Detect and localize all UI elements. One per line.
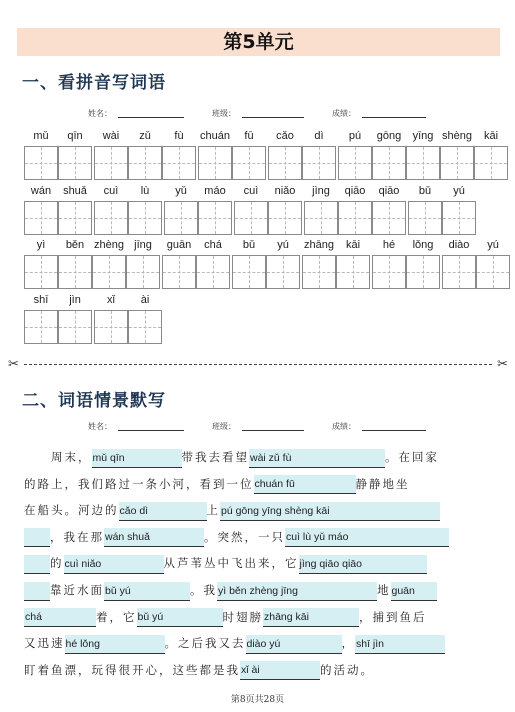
pinyin-syllable: zǔ (139, 130, 151, 142)
pinyin-syllable: jìn (69, 294, 81, 306)
class-label: 班级： (212, 422, 236, 431)
pinyin-syllable: cǎo (276, 130, 294, 142)
writing-cell[interactable] (24, 255, 58, 289)
passage-text: 着，它 (96, 609, 137, 624)
passage-text: 又迅速 (24, 636, 65, 651)
pinyin-syllable: máo (204, 185, 226, 197)
pinyin-syllable: qiāo (378, 185, 400, 197)
writing-cell[interactable] (372, 255, 406, 289)
scissors-right-icon: ✂ (497, 357, 508, 372)
passage-text: 靠近水面 (50, 583, 104, 597)
writing-cell[interactable] (232, 146, 266, 180)
writing-cell[interactable] (442, 255, 476, 289)
pinyin-syllable: wài (102, 130, 120, 142)
passage-line (24, 606, 490, 628)
writing-cell[interactable] (58, 201, 92, 235)
pinyin-syllable: yú (277, 239, 289, 251)
writing-cell[interactable] (58, 146, 92, 180)
answer-blank[interactable] (24, 555, 50, 574)
answer-blank[interactable]: cǎo dì (119, 502, 207, 521)
section1-title: 一、看拼音写词语 (22, 73, 166, 93)
pinyin-syllable: kāi (483, 130, 499, 142)
answer-blank[interactable]: pú gōng yīng shèng kāi (220, 502, 440, 521)
writing-cell[interactable] (442, 201, 476, 235)
passage-text: 的活动。 (320, 662, 374, 677)
writing-cell[interactable] (162, 146, 196, 180)
pinyin-syllable: bǔ (418, 185, 432, 197)
pinyin-syllable: yì (36, 239, 46, 251)
writing-cell[interactable] (92, 255, 126, 289)
writing-cell[interactable] (24, 310, 58, 344)
writing-cell[interactable] (164, 201, 198, 235)
passage-line (24, 552, 490, 574)
answer-blank[interactable]: hé lǒng (65, 635, 165, 654)
answer-blank[interactable]: diào yú (246, 635, 342, 654)
answer-blank[interactable]: wán shuǎ (104, 528, 204, 547)
pinyin-syllable: lù (140, 185, 150, 197)
pinyin-syllable: chá (204, 239, 222, 251)
writing-cell[interactable] (58, 310, 92, 344)
writing-cell[interactable] (24, 201, 58, 235)
answer-blank[interactable]: cuì lù yǔ máo (285, 528, 449, 547)
pinyin-syllable: niǎo (274, 185, 296, 197)
score-label: 成绩： (332, 109, 356, 118)
passage-text: 盯着鱼漂，玩得很开心，这些都是我 (24, 662, 240, 677)
pinyin-syllable: chuán (200, 130, 230, 142)
student-info-row-2 (88, 419, 448, 433)
answer-blank[interactable]: yì běn zhèng jīng (217, 582, 377, 601)
page-footer: 第8页共28页 (230, 695, 285, 705)
writing-cell[interactable] (338, 146, 372, 180)
writing-cell[interactable] (406, 255, 440, 289)
writing-cell[interactable] (128, 310, 162, 344)
cut-line (8, 358, 508, 372)
pinyin-row (24, 238, 499, 298)
scissors-left-icon: ✂ (8, 357, 19, 372)
passage-text: 时翅膀 (222, 609, 263, 624)
passage-text: 在船头。河边的 (24, 503, 119, 518)
score-label: 成绩： (332, 422, 356, 431)
passage-text: ，捕到鱼后 (359, 609, 427, 624)
passage-text: 地 (377, 583, 391, 597)
pinyin-syllable: zhèng (94, 239, 124, 251)
passage-text: 。在回家 (385, 450, 439, 464)
writing-cell[interactable] (476, 255, 510, 289)
writing-cell[interactable] (408, 201, 442, 235)
passage-line (24, 526, 490, 548)
passage-text: 的 (50, 556, 64, 571)
writing-cell[interactable] (94, 146, 128, 180)
pinyin-syllable: diào (448, 239, 470, 251)
pinyin-row (24, 129, 499, 189)
name-label: 姓名： (88, 422, 112, 431)
answer-blank[interactable]: bǔ yú (137, 608, 223, 627)
writing-cell[interactable] (24, 146, 58, 180)
pinyin-syllable: qīn (67, 130, 83, 142)
pinyin-syllable: gōng (376, 130, 402, 142)
pinyin-syllable: hé (382, 239, 396, 251)
writing-cell[interactable] (372, 146, 406, 180)
passage-text: ，我在那 (50, 529, 104, 544)
answer-blank[interactable]: shī jìn (355, 635, 445, 654)
answer-blank[interactable]: zhāng kāi (263, 608, 359, 627)
score-line[interactable] (362, 117, 426, 118)
passage-text: 周末， (24, 450, 92, 464)
passage-text: 。突然，一只 (204, 529, 285, 544)
passage-text: 静静地坐 (355, 476, 410, 491)
pinyin-syllable: zhāng (304, 239, 334, 251)
writing-cell[interactable] (304, 201, 338, 235)
answer-blank[interactable]: guān (391, 582, 437, 601)
pinyin-syllable: cuì (243, 185, 259, 197)
writing-cell[interactable] (266, 255, 300, 289)
writing-cell[interactable] (198, 201, 232, 235)
pinyin-syllable: cuì (103, 185, 119, 197)
writing-cell[interactable] (302, 255, 336, 289)
answer-blank[interactable] (24, 528, 50, 547)
passage-text: 的路上，我们路过一条小河，看到一位 (24, 476, 254, 491)
name-line[interactable] (118, 430, 184, 431)
pinyin-syllable: fū (244, 130, 254, 142)
section2-title: 二、词语情景默写 (22, 391, 166, 411)
pinyin-syllable: yú (453, 185, 465, 197)
writing-cell[interactable] (232, 255, 266, 289)
writing-cell[interactable] (128, 146, 162, 180)
writing-cell[interactable] (94, 310, 128, 344)
writing-cell[interactable] (94, 201, 128, 235)
pinyin-syllable: guān (166, 239, 192, 251)
writing-cell[interactable] (126, 255, 160, 289)
writing-cell[interactable] (406, 146, 440, 180)
passage-line (24, 473, 490, 495)
writing-cell[interactable] (268, 146, 302, 180)
writing-cell[interactable] (198, 146, 232, 180)
pinyin-syllable: běn (65, 239, 85, 251)
passage-line (24, 632, 490, 654)
writing-cell[interactable] (372, 201, 406, 235)
score-line[interactable] (362, 430, 426, 431)
pinyin-syllable: shèng (442, 130, 472, 142)
pinyin-syllable: xǐ (107, 294, 115, 306)
pinyin-syllable: dì (314, 130, 324, 142)
answer-blank[interactable]: xǐ ài (240, 661, 320, 680)
pinyin-syllable: yú (487, 239, 499, 251)
class-label: 班级： (212, 109, 236, 118)
writing-cell[interactable] (474, 146, 508, 180)
passage-line (24, 579, 490, 601)
pinyin-syllable: yǔ (175, 185, 187, 197)
answer-blank[interactable]: chuán fū (254, 475, 356, 494)
pinyin-syllable: mǔ (33, 130, 49, 142)
answer-blank[interactable] (24, 582, 50, 601)
student-info-row-1 (88, 106, 448, 120)
answer-blank[interactable]: mǔ qīn (92, 449, 182, 468)
pinyin-syllable: fù (174, 130, 184, 142)
pinyin-syllable: bǔ (242, 239, 256, 251)
class-line[interactable] (242, 430, 304, 431)
pinyin-row (24, 293, 494, 353)
passage-line (24, 659, 490, 681)
answer-blank[interactable]: chá (24, 608, 96, 627)
answer-blank[interactable]: bǔ yú (104, 582, 190, 601)
pinyin-syllable: qiāo (344, 185, 366, 197)
passage-text: 带我去看望 (181, 450, 249, 464)
unit-title-banner: 第5单元 (17, 28, 500, 56)
writing-cell[interactable] (196, 255, 230, 289)
writing-cell[interactable] (336, 255, 370, 289)
pinyin-syllable: pú (348, 130, 362, 142)
writing-cell[interactable] (162, 255, 196, 289)
writing-cell[interactable] (268, 201, 302, 235)
writing-cell[interactable] (338, 201, 372, 235)
pinyin-syllable: shī (33, 294, 49, 306)
answer-blank[interactable]: cuì niǎo (64, 555, 164, 574)
answer-blank[interactable]: jìng qiāo qiāo (299, 555, 427, 574)
class-line[interactable] (242, 117, 304, 118)
pinyin-syllable: jīng (134, 239, 152, 251)
name-line[interactable] (118, 117, 184, 118)
pinyin-syllable: yīng (412, 130, 434, 142)
pinyin-syllable: wán (30, 185, 52, 197)
passage-text: 上 (206, 503, 220, 518)
passage-line (24, 446, 490, 468)
writing-cell[interactable] (128, 201, 162, 235)
writing-cell[interactable] (234, 201, 268, 235)
writing-cell[interactable] (58, 255, 92, 289)
passage-text: ， (341, 636, 355, 651)
pinyin-syllable: lǒng (412, 239, 434, 251)
passage-text: 从芦苇丛中飞出来，它 (163, 556, 299, 571)
passage-line (24, 499, 490, 521)
writing-cell[interactable] (302, 146, 336, 180)
passage-text: 。之后我又去 (164, 636, 246, 651)
name-label: 姓名： (88, 109, 112, 118)
pinyin-syllable: jìng (312, 185, 330, 197)
writing-cell[interactable] (440, 146, 474, 180)
pinyin-row (24, 184, 494, 244)
pinyin-syllable: kāi (345, 239, 361, 251)
pinyin-syllable: shuǎ (63, 185, 87, 197)
pinyin-syllable: ài (140, 294, 150, 306)
dashed-divider (24, 364, 492, 365)
answer-blank[interactable]: wài zǔ fù (249, 449, 385, 468)
passage-text: 。我 (190, 583, 217, 597)
